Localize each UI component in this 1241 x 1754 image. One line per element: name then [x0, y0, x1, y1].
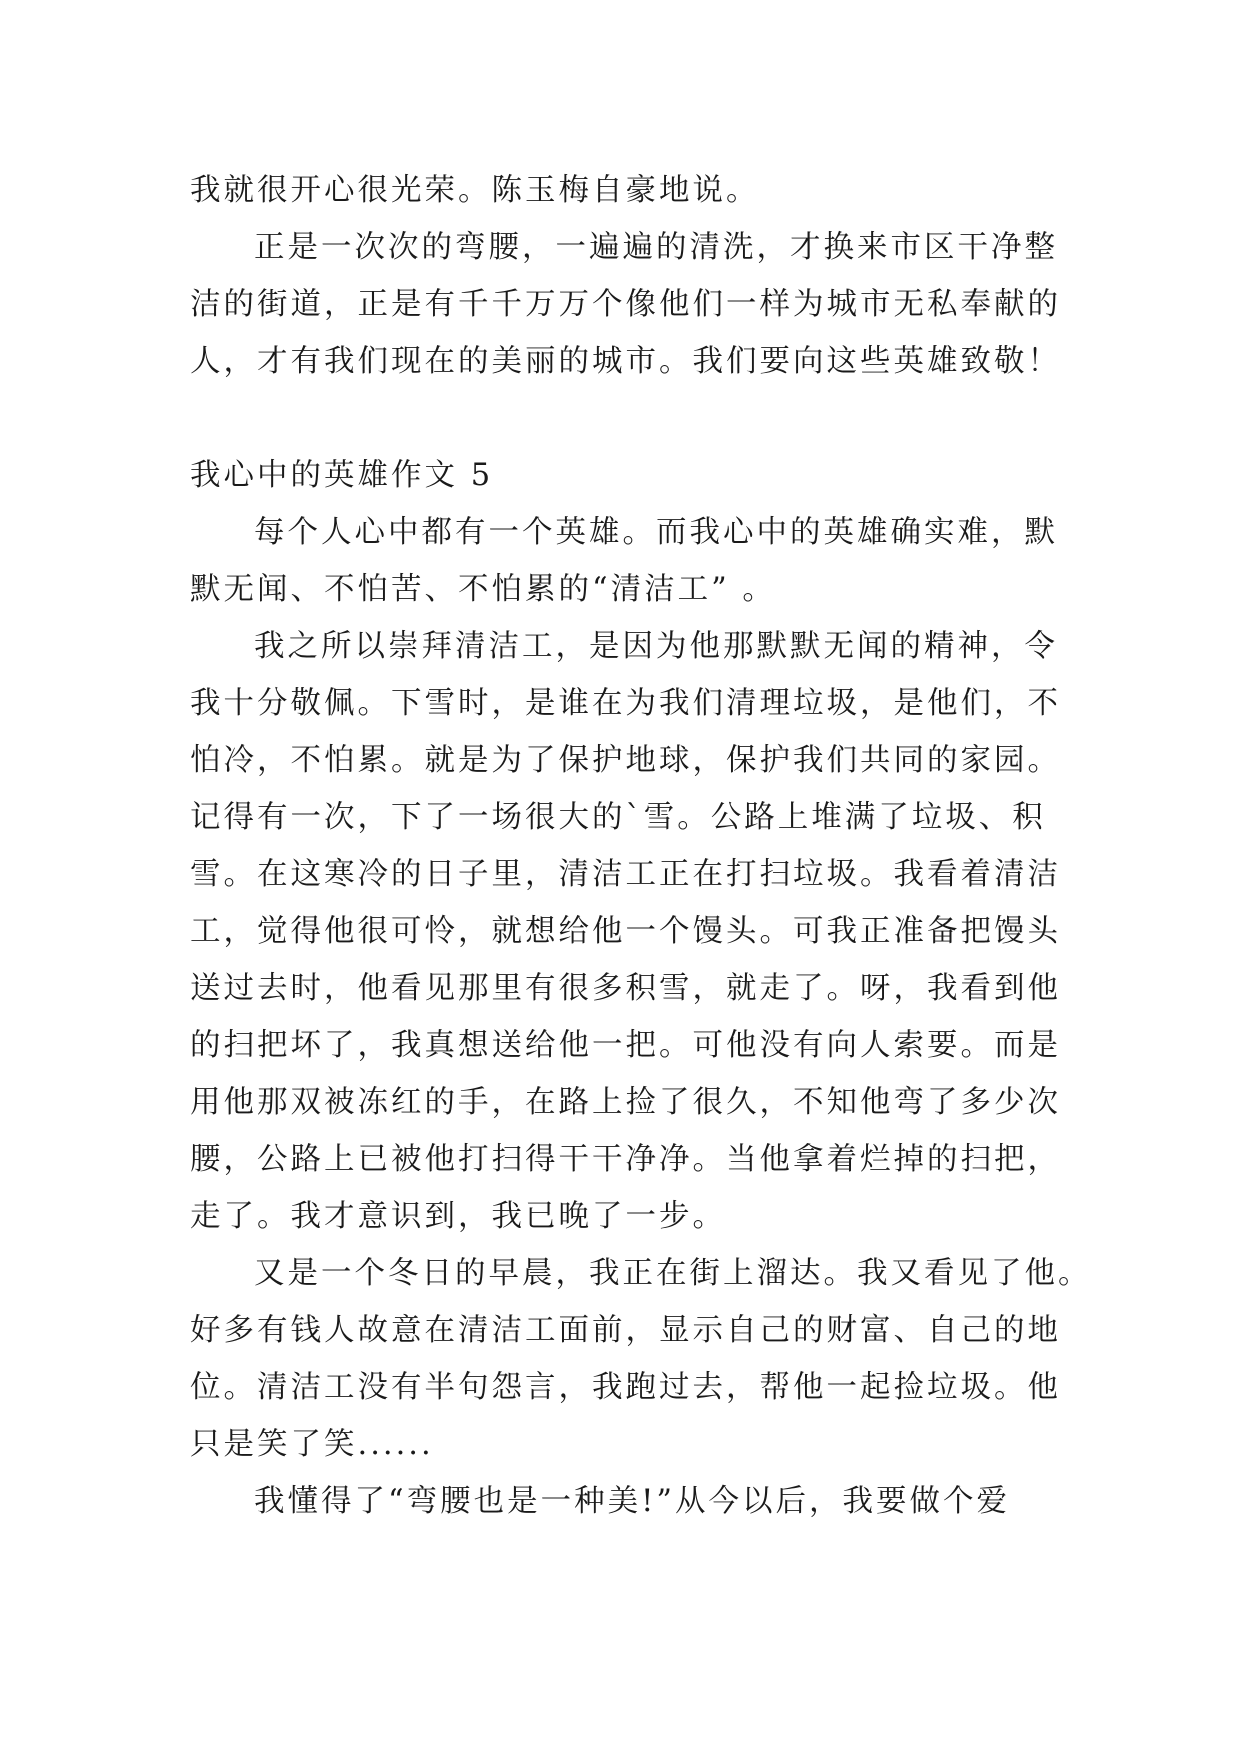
essay-title: 我心中的英雄作文 5: [190, 458, 494, 493]
text-line: 送过去时，他看见那里有很多积雪，就走了。呀，我看到他: [190, 971, 1061, 1006]
text-line: 每个人心中都有一个英雄。而我心中的英雄确实难，默: [254, 515, 1058, 550]
text-line: 正是一次次的弯腰，一遍遍的清洗，才换来市区干净整: [254, 230, 1058, 265]
text-line: 工，觉得他很可怜，就想给他一个馒头。可我正准备把馒头: [190, 914, 1061, 949]
text-line: 我懂得了“弯腰也是一种美!”从今以后，我要做个爱: [254, 1484, 1010, 1519]
text-line: 走了。我才意识到，我已晚了一步。: [190, 1199, 726, 1234]
text-line: 记得有一次，下了一场很大的`雪。公路上堆满了垃圾、积: [190, 800, 1046, 835]
document-body: [190, 162, 1092, 1530]
text-line: 雪。在这寒冷的日子里，清洁工正在打扫垃圾。我看着清洁: [190, 857, 1061, 892]
text-line: 我之所以崇拜清洁工，是因为他那默默无闻的精神，令: [254, 629, 1058, 664]
text-line: 的扫把坏了，我真想送给他一把。可他没有向人索要。而是: [190, 1028, 1061, 1063]
text-line: 又是一个冬日的早晨，我正在街上溜达。我又看见了他。: [254, 1256, 1092, 1291]
paragraph-gap: [190, 390, 1050, 447]
text-line: 只是笑了笑......: [190, 1427, 434, 1462]
text-line: 用他那双被冻红的手，在路上捡了很久，不知他弯了多少次: [190, 1085, 1061, 1120]
text-line: 怕冷，不怕累。就是为了保护地球，保护我们共同的家园。: [190, 743, 1061, 778]
text-line: 腰，公路上已被他打扫得干干净净。当他拿着烂掉的扫把，: [190, 1142, 1061, 1177]
text-line: 人，才有我们现在的美丽的城市。我们要向这些英雄致敬！: [190, 344, 1061, 379]
text-line: 我十分敬佩。下雪时，是谁在为我们清理垃圾，是他们，不: [190, 686, 1061, 721]
text-line: 默无闻、不怕苦、不怕累的“清洁工” 。: [190, 572, 776, 607]
text-line: 好多有钱人故意在清洁工面前，显示自己的财富、自己的地: [190, 1313, 1061, 1348]
text-line: 位。清洁工没有半句怨言，我跑过去，帮他一起捡垃圾。他: [190, 1370, 1061, 1405]
text-line: 洁的街道，正是有千千万万个像他们一样为城市无私奉献的: [190, 287, 1061, 322]
text-line: 我就很开心很光荣。陈玉梅自豪地说。: [190, 173, 760, 208]
